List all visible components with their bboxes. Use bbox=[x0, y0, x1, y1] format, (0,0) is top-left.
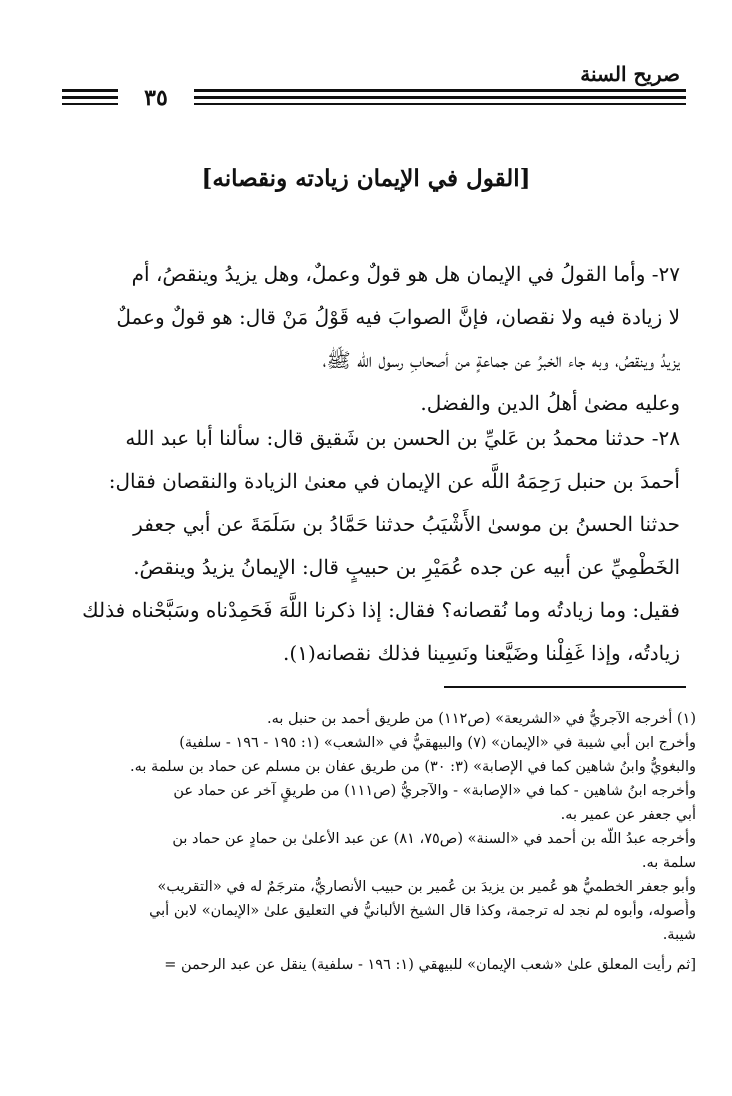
section-title: [القول في الإيمان زيادته ونقصانه] bbox=[201, 165, 531, 192]
footnote-separator bbox=[444, 686, 686, 688]
page-number: ٣٥ bbox=[118, 85, 194, 111]
footnote-line: وأُصوله، وأبوه لم نجد له ترجمة، وكذا قال الشيخ الألبانيُّ في التعليق علىٰ «الإيمان» لابن أبي bbox=[149, 903, 696, 919]
paragraph-27 bbox=[46, 253, 680, 425]
running-title: صريح السنة bbox=[580, 62, 680, 86]
footnote-line: [ثم رأيت المعلق علىٰ «شعب الإيمان» للبيهقي (١: ١٩٦ - سلفية) ينقل عن عبد الرحمن = bbox=[164, 957, 696, 973]
text-line: حدثنا الحسنُ بن موسىٰ الأَشْيَبُ حدثنا حَمَّادُ بن سَلَمَةَ عن أبي جعفر bbox=[133, 512, 680, 536]
text-line: لا زيادة فيه ولا نقصان، فإنَّ الصوابَ فيه قَوْلُ مَنْ قال: هو قولٌ وعملٌ bbox=[116, 305, 680, 329]
paragraph-28 bbox=[46, 417, 680, 675]
text-line: أحمدَ بن حنبل رَحِمَهُ اللَّه عن الإيمان في معنىٰ الزيادة والنقصان فقال: bbox=[108, 469, 680, 493]
text-line: زيادتُه، وإذا غَفِلْنا وضَيَّعنا ونَسِينا فذلك نقصانه(١). bbox=[283, 641, 680, 665]
footnote-line: وأخرجه عبدُ اللَّه بن أحمد في «السنة» (ص٧٥، ٨١) عن عبد الأعلىٰ بن حمادٍ عن حماد بن bbox=[172, 831, 696, 847]
footnote-line: وأبو جعفر الخطميُّ هو عُمير بن يزيدَ بن عُمير بن حبيب الأنصاريُّ، مترجَمٌ له في «التقريب» bbox=[157, 879, 696, 895]
footnote-line: أبي جعفر عن عمير به. bbox=[560, 807, 696, 823]
footnote-line: سلمة به. bbox=[641, 855, 696, 871]
text-line: ٢٧- وأما القولُ في الإيمان هل هو قولٌ وعملٌ، وهل يزيدُ وينقصُ، أم bbox=[131, 262, 680, 286]
footnotes bbox=[40, 707, 696, 977]
footnote-line: (١) أخرجه الآجريُّ في «الشريعة» (ص١١٢) من طريق أحمد بن حنبل به. bbox=[267, 711, 696, 727]
footnote-line: وأخرجه ابنُ شاهين - كما في «الإصابة» - والآجريُّ (ص١١١) من طريقٍ آخر عن حماد عن bbox=[173, 783, 696, 799]
text-line: وعليه مضىٰ أهلُ الدين والفضل. bbox=[420, 391, 680, 415]
footnote-line: والبغويُّ وابنُ شاهين كما في الإصابة» (٣: ٣٠) من طريق عفان بن مسلم عن حماد بن سلمة به. bbox=[129, 759, 696, 775]
text-line: فقيل: وما زيادتُه وما نُقصانه؟ فقال: إذا ذكرنا اللَّهَ فَحَمِدْناه وسَبَّحْناه فذلك bbox=[82, 598, 680, 622]
footnote-line: وأخرج ابن أبي شيبة في «الإيمان» (٧) والبيهقيُّ في «الشعب» (١: ١٩٥ - ١٩٦ - سلفية) bbox=[179, 735, 696, 751]
text-line: الخَطْمِيِّ عن أبيه عن جده عُمَيْرِ بن حبيبٍ قال: الإيمانُ يزيدُ وينقصُ. bbox=[133, 555, 680, 579]
text-line: يزيدُ وينقصُ، وبه جاء الخبرُ عن جماعةٍ من أصحابِ رسول الله ﷺ، bbox=[322, 348, 680, 372]
footnote-line: شيبة. bbox=[662, 927, 696, 943]
text-line: ٢٨- حدثنا محمدُ بن عَليِّ بن الحسن بن شَقيق قال: سألنا أبا عبد الله bbox=[125, 426, 680, 450]
